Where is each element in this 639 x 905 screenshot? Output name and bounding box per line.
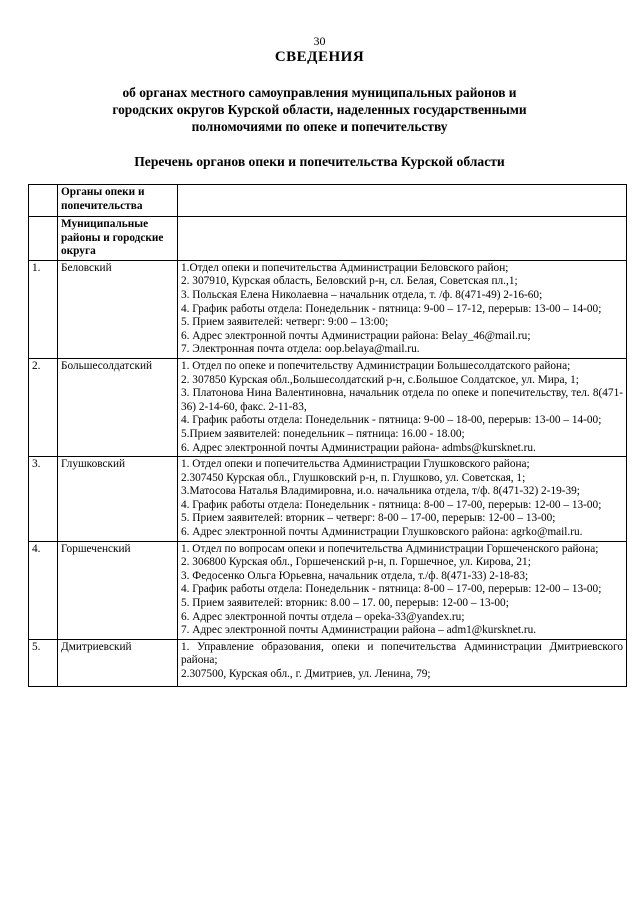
- detail-line: 4. График работы отдела: Понедельник - пятница: 8-00 – 17-00, перерыв: 12-00 – 13-00;: [181, 583, 602, 596]
- header-cell: [29, 185, 58, 217]
- detail-line: 1. Отдел по опеке и попечительству Администрации Большесолдатского района;: [181, 359, 571, 372]
- subtitle-line: городских округов Курской области, наделенных государственными: [112, 102, 527, 117]
- row-number: 3.: [29, 457, 58, 542]
- detail-line: 4. График работы отдела: Понедельник - пятница: 9-00 – 17-12, перерыв: 13-00 – 14-00;: [181, 302, 602, 315]
- district-details: [178, 260, 627, 358]
- detail-line: 4. График работы отдела: Понедельник - пятница: 9-00 – 18-00, перерыв: 13-00 – 14-00;: [181, 414, 602, 427]
- header-row: [29, 217, 627, 261]
- header-cell-districts: Муниципальные районы и городские округа: [58, 217, 178, 261]
- detail-line: 3. Федосенко Ольга Юрьевна, начальник отдела, т./ф. 8(471-33) 2-18-83;: [181, 569, 529, 582]
- district-name: Большесолдатский: [58, 358, 178, 456]
- detail-line: 4. График работы отдела: Понедельник - пятница: 8-00 – 17-00, перерыв: 12-00 – 13-00;: [181, 498, 602, 511]
- detail-line: 1. Отдел по вопросам опеки и попечительства Администрации Горшеченского района;: [181, 542, 599, 555]
- district-name: Глушковский: [58, 457, 178, 542]
- detail-line: 6. Адрес электронной почты Администрации Глушковского района: agrko@mail.ru.: [181, 526, 583, 539]
- detail-line: 5.Прием заявителей: понедельник – пятница: 16.00 - 18.00;: [181, 427, 465, 440]
- detail-line: 1. Отдел опеки и попечительства Администрации Глушковского района;: [181, 458, 530, 471]
- guardianship-table: [28, 184, 627, 687]
- detail-line: 5. Прием заявителей: четверг: 9:00 – 13:00;: [181, 316, 389, 329]
- district-details: [178, 457, 627, 542]
- table-row: [29, 639, 627, 686]
- row-number: 4.: [29, 541, 58, 639]
- table-row: [29, 457, 627, 542]
- subtitle-line: об органах местного самоуправления муниципальных районов и: [122, 85, 517, 100]
- detail-line: 2. 307850 Курская обл.,Большесолдатский р-н, с.Большое Солдатское, ул. Мира, 1;: [181, 373, 579, 386]
- detail-line: 5. Прием заявителей: вторник – четверг: 8-00 – 17-00, перерыв: 12-00 – 13-00;: [181, 512, 556, 525]
- detail-line: 2.307500, Курская обл., г. Дмитриев, ул. Ленина, 79;: [181, 668, 431, 680]
- district-details: [178, 358, 627, 456]
- header-row: [29, 185, 627, 217]
- detail-line: 1.Отдел опеки и попечительства Администрации Беловского район;: [181, 261, 509, 274]
- detail-line: 6. Адрес электронной почты Администрации района- admbs@kursknet.ru.: [181, 441, 536, 454]
- document-title: СВЕДЕНИЯ: [274, 49, 365, 65]
- detail-line: 6. Адрес электронной почты отдела – opeka-33@yandex.ru;: [181, 610, 465, 623]
- detail-line: 6. Адрес электронной почты Администрации района: Belay_46@mail.ru;: [181, 329, 531, 342]
- detail-line: 7. Электронная почта отдела: oop.belaya@mail.ru.: [181, 343, 420, 356]
- header-cell: [29, 217, 58, 261]
- district-details: [178, 541, 627, 639]
- detail-line: 3. Польская Елена Николаевна – начальник отдела, т. /ф. 8(471-49) 2-16-60;: [181, 288, 543, 301]
- header-cell: [178, 217, 627, 261]
- page-number: 30: [313, 34, 326, 48]
- subtitle-line: полномочиями по опеке и попечительству: [191, 119, 448, 134]
- table-row: [29, 260, 627, 358]
- table-row: [29, 358, 627, 456]
- district-name: Горшеченский: [58, 541, 178, 639]
- document-subtitle: [60, 84, 579, 135]
- detail-line: 3. Платонова Нина Валентиновна, начальник отдела по опеке и попечительству, тел. 8(471-36) 2-14-60, факс. 2-11-83,: [181, 387, 623, 413]
- header-cell: [178, 185, 627, 217]
- row-number: 2.: [29, 358, 58, 456]
- district-name: Дмитриевский: [58, 639, 178, 686]
- detail-line: 7. Адрес электронной почты Администрации района – adm1@kursknet.ru.: [181, 624, 537, 637]
- row-number: 1.: [29, 260, 58, 358]
- list-title: Перечень органов опеки и попечительства Курской области: [134, 154, 505, 169]
- detail-line: 2. 307910, Курская область, Беловский р-н, сл. Белая, Советская пл.,1;: [181, 275, 518, 288]
- detail-line: 2.307450 Курская обл., Глушковский р-н, п. Глушково, ул. Советская, 1;: [181, 471, 526, 484]
- row-number: 5.: [29, 639, 58, 686]
- detail-line: 5. Прием заявителей: вторник: 8.00 – 17. 00, перерыв: 12-00 – 13-00;: [181, 597, 509, 610]
- detail-line: 2. 306800 Курская обл., Горшеченский р-н, п. Горшечное, ул. Кирова, 21;: [181, 556, 531, 569]
- district-details: [178, 639, 627, 686]
- detail-line: 3.Матосова Наталья Владимировна, и.о. начальника отдела, т/ф. 8(471-32) 2-19-39;: [181, 485, 580, 498]
- district-name: Беловский: [58, 260, 178, 358]
- detail-line: 1. Управление образования, опеки и попечительства Администрации Дмитриевского района;: [181, 640, 623, 667]
- header-cell-organs: Органы опеки и попечительства: [58, 185, 178, 217]
- table-row: [29, 541, 627, 639]
